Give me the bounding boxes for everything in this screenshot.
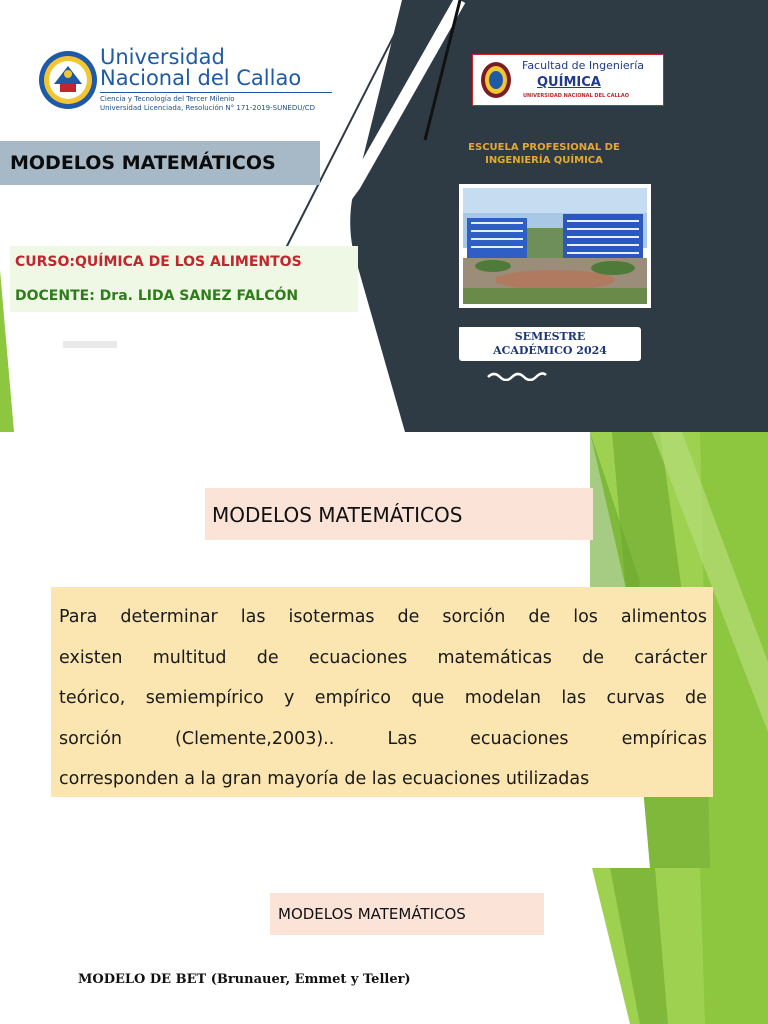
model-title: MODELOS MATEMÁTICOS <box>278 905 466 923</box>
model-slide <box>0 868 768 1024</box>
paragraph-word: teórico, <box>59 688 126 708</box>
paragraph-word: (Clemente,2003).. <box>175 728 335 749</box>
paragraph-word: de <box>256 647 279 668</box>
paragraph-line <box>59 597 707 638</box>
campus-photo-frame <box>459 184 651 308</box>
semester-line2: ACADÉMICO 2024 <box>493 344 607 357</box>
university-underline <box>100 92 332 93</box>
paragraph-word: los <box>573 607 598 627</box>
paragraph-word: modelan <box>464 688 542 708</box>
faculty-line2: QUÍMICA <box>537 75 601 90</box>
semester-badge <box>459 327 641 361</box>
paragraph-line <box>59 719 707 760</box>
wave-decoration-icon <box>486 369 548 381</box>
paragraph-word: sorción <box>59 728 122 749</box>
campus-photo-image <box>463 188 647 304</box>
slide3-background-shapes <box>0 868 768 1024</box>
paragraph-word: de <box>685 688 707 708</box>
teacher-name: DOCENTE: Dra. LIDA SANEZ FALCÓN <box>15 288 299 304</box>
paragraph-word: corresponden <box>59 769 179 789</box>
paragraph-word: de <box>582 647 604 668</box>
paragraph-word: de <box>528 607 551 627</box>
content-title: MODELOS MATEMÁTICOS <box>212 503 463 527</box>
paragraph-word: alimentos <box>620 607 707 627</box>
paragraph-word: a <box>184 769 196 789</box>
paragraph-word: que <box>411 688 445 708</box>
paragraph-word: de <box>344 769 367 789</box>
decorative-grey-bar <box>63 341 117 348</box>
paragraph-line <box>59 678 707 719</box>
faculty-line1: Facultad de Ingeniería <box>522 59 644 72</box>
paragraph-word: Las <box>387 728 418 749</box>
paragraph-word: multitud <box>152 647 227 668</box>
school-line2: INGENIERÍA QUÍMICA <box>485 155 603 166</box>
paragraph-word: y <box>284 688 295 708</box>
paragraph-word: matemáticas <box>437 647 552 668</box>
lime-shape-front <box>700 868 768 1024</box>
paragraph-word: curvas <box>606 688 665 708</box>
faculty-seal-icon <box>479 60 513 100</box>
paragraph-line <box>59 638 707 679</box>
slide-title: MODELOS MATEMÁTICOS <box>10 152 276 174</box>
paragraph-word: empírico <box>314 688 391 708</box>
paragraph-word: utilizadas <box>505 769 590 789</box>
paragraph-word: carácter <box>634 647 707 668</box>
paragraph-word: existen <box>59 647 123 668</box>
school-line1: ESCUELA PROFESIONAL DE <box>468 142 620 153</box>
paragraph-word: sorción <box>442 607 506 627</box>
content-slide <box>0 432 768 868</box>
course-name: CURSO:QUÍMICA DE LOS ALIMENTOS <box>15 254 302 270</box>
paragraph-word: ecuaciones <box>470 728 569 749</box>
paragraph-word: gran <box>221 769 262 789</box>
bet-model-heading: MODELO DE BET (Brunauer, Emmet y Teller) <box>78 972 411 987</box>
paragraph-word: ecuaciones <box>401 769 501 789</box>
paragraph-word: ecuaciones <box>308 647 408 668</box>
university-seal-icon <box>38 44 98 116</box>
university-name-line2: Nacional del Callao <box>100 66 302 90</box>
university-tagline: Ciencia y Tecnología del Tercer Milenio <box>100 95 235 103</box>
university-name-line1: Universidad <box>100 45 225 69</box>
paragraph-word: las <box>371 769 397 789</box>
title-slide <box>0 0 768 432</box>
faculty-logo-box <box>472 54 664 106</box>
paragraph-word: mayoría <box>267 769 339 789</box>
paragraph-word: isotermas <box>288 607 375 627</box>
paragraph-line <box>59 759 707 800</box>
school-name <box>448 141 640 167</box>
paragraph-word: empíricas <box>621 728 707 749</box>
paragraph-word: determinar <box>120 607 218 627</box>
paragraph-word: de <box>397 607 420 627</box>
paragraph-word: semiempírico <box>145 688 264 708</box>
paragraph-word: Para <box>59 607 98 627</box>
faculty-line3: UNIVERSIDAD NACIONAL DEL CALLAO <box>523 93 629 99</box>
semester-line1: SEMESTRE <box>514 330 586 343</box>
university-license: Universidad Licenciada, Resolución N° 171-2019-SUNEDU/CD <box>100 104 315 112</box>
paragraph-word: las <box>240 607 266 627</box>
paragraph-word: la <box>200 769 217 789</box>
paragraph-word: las <box>561 688 587 708</box>
isotherm-paragraph-box <box>51 587 713 797</box>
